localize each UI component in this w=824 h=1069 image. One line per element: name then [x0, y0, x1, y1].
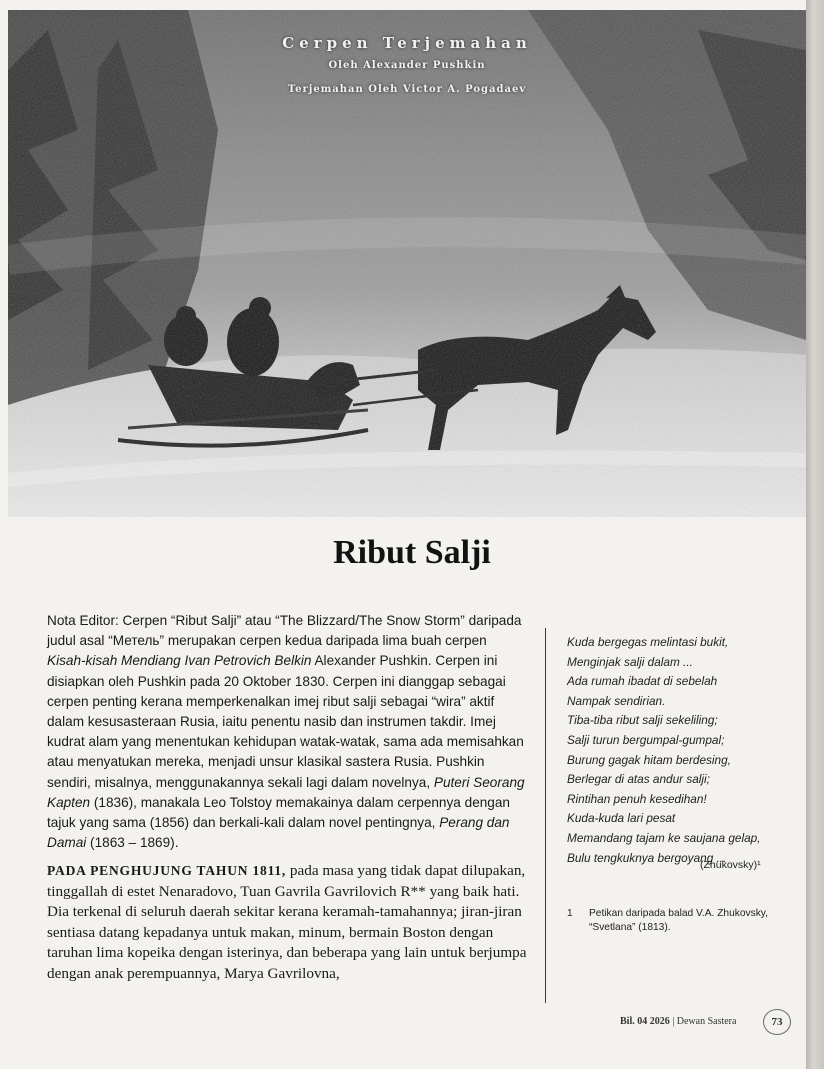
- poem-line: Menginjak salji dalam ...: [567, 654, 693, 669]
- footnote-text: Petikan daripada balad V.A. Zhukovsky, “Svetlana” (1813).: [589, 908, 768, 933]
- issue-label: Bil. 04 2026: [620, 1016, 670, 1027]
- story-title: Ribut Salji: [333, 534, 491, 571]
- magazine-name: Dewan Sastera: [676, 1016, 737, 1027]
- poem-line: Ada rumah ibadat di sebelah: [567, 674, 718, 689]
- poem-line: Nampak sendirian.: [567, 693, 666, 708]
- poem-line: Kuda bergegas melintasi bukit,: [567, 635, 729, 649]
- epigraph-poem: [567, 633, 787, 868]
- editor-note-text-2: Alexander Pushkin. Cerpen ini disiapkan oleh Pushkin pada 20 Oktober 1830. Cerpen ini dianggap sebagai cerpen penting kerana memperkenalkan imej ribut salji sebagai “wira” aktif dalam kesusasteraan Rusia, iaitu penentu nasib dan instrumen takdir. Imej kudrat alam yang menentukan kehidupan watak-watak, sama ada memisahkan atau menyatukan mereka, menjadi unsur klasikal sastera Rusia. Pushkin sendiri, misalnya, menggunakannya sekali lagi dalam novelnya,: [47, 653, 524, 790]
- poem-line: Bulu tengkuknya bergoyang ...: [567, 850, 727, 865]
- poem-line: Memandang tajam ke saujana gelap,: [567, 830, 761, 845]
- column-divider: [545, 628, 546, 1003]
- series-label: Cerpen Terjemahan: [282, 34, 532, 52]
- novel-title: Puteri Seorang Kapten: [47, 774, 525, 810]
- footnote-number: 1: [567, 908, 573, 919]
- poem-line: Kuda-kuda lari pesat: [567, 811, 676, 826]
- story-paragraph: pada masa yang tidak dapat dilupakan, tinggallah di estet Nenaradovo, Tuan Gavrila Gavrilovich R** yang baik hati. Dia terkenal di seluruh daerah sekitar kerana keramah-tamahannya; jiran-jiran sentiasa datang kepadanya untuk makan, minum, bermain Boston dengan taruhan lima kopeika dengan isterinya, dan beberapa yang lain untuk berjumpa dengan anak perempuannya, Marya Gavrilovna,: [47, 862, 527, 982]
- page-number: 73: [763, 1009, 791, 1035]
- page-footer: [620, 1016, 736, 1027]
- editor-note-label: Nota Editor:: [47, 613, 119, 628]
- poem-line: Rintihan penuh kesedihan!: [567, 791, 707, 806]
- novel2-title: Perang dan Damai: [47, 815, 510, 851]
- author-credit: Oleh Alexander Pushkin: [328, 60, 486, 71]
- poem-line: Tiba-tiba ribut salji sekeliling;: [567, 713, 718, 728]
- poem-line: Burung gagak hitam berdesing,: [567, 752, 731, 767]
- translator-credit: Terjemahan Oleh Victor A. Pogadaev: [287, 84, 527, 95]
- poem-line: Salji turun bergumpal-gumpal;: [567, 732, 725, 747]
- poem-credit: (Zhukovsky)¹: [700, 859, 761, 871]
- editor-note-text-3: (1836), manakala Leo Tolstoy memakainya dalam cerpennya dengan tajuk yang sama (1856) dan berkali-kali dalam novel pentingnya,: [47, 794, 510, 831]
- poem-line: Berlegar di atas andur salji;: [567, 772, 710, 787]
- page-edge: [806, 0, 824, 1069]
- story-body: [47, 861, 527, 985]
- editor-note-text-1: Cerpen “Ribut Salji” atau “The Blizzard/The Snow Storm” daripada judul asal “Метель” merupakan cerpen kedua daripada lima buah cerpen: [47, 613, 522, 649]
- sleigh-snowstorm-photo: [8, 10, 806, 517]
- story-lead-in: PADA PENGHUJUNG TAHUN 1811,: [47, 863, 287, 878]
- book-title: Kisah-kisah Mendiang Ivan Petrovich Belkin: [47, 653, 312, 669]
- editor-note: [47, 611, 527, 853]
- editor-note-text-4: (1863 – 1869).: [86, 835, 179, 851]
- footer-separator: |: [669, 1016, 677, 1027]
